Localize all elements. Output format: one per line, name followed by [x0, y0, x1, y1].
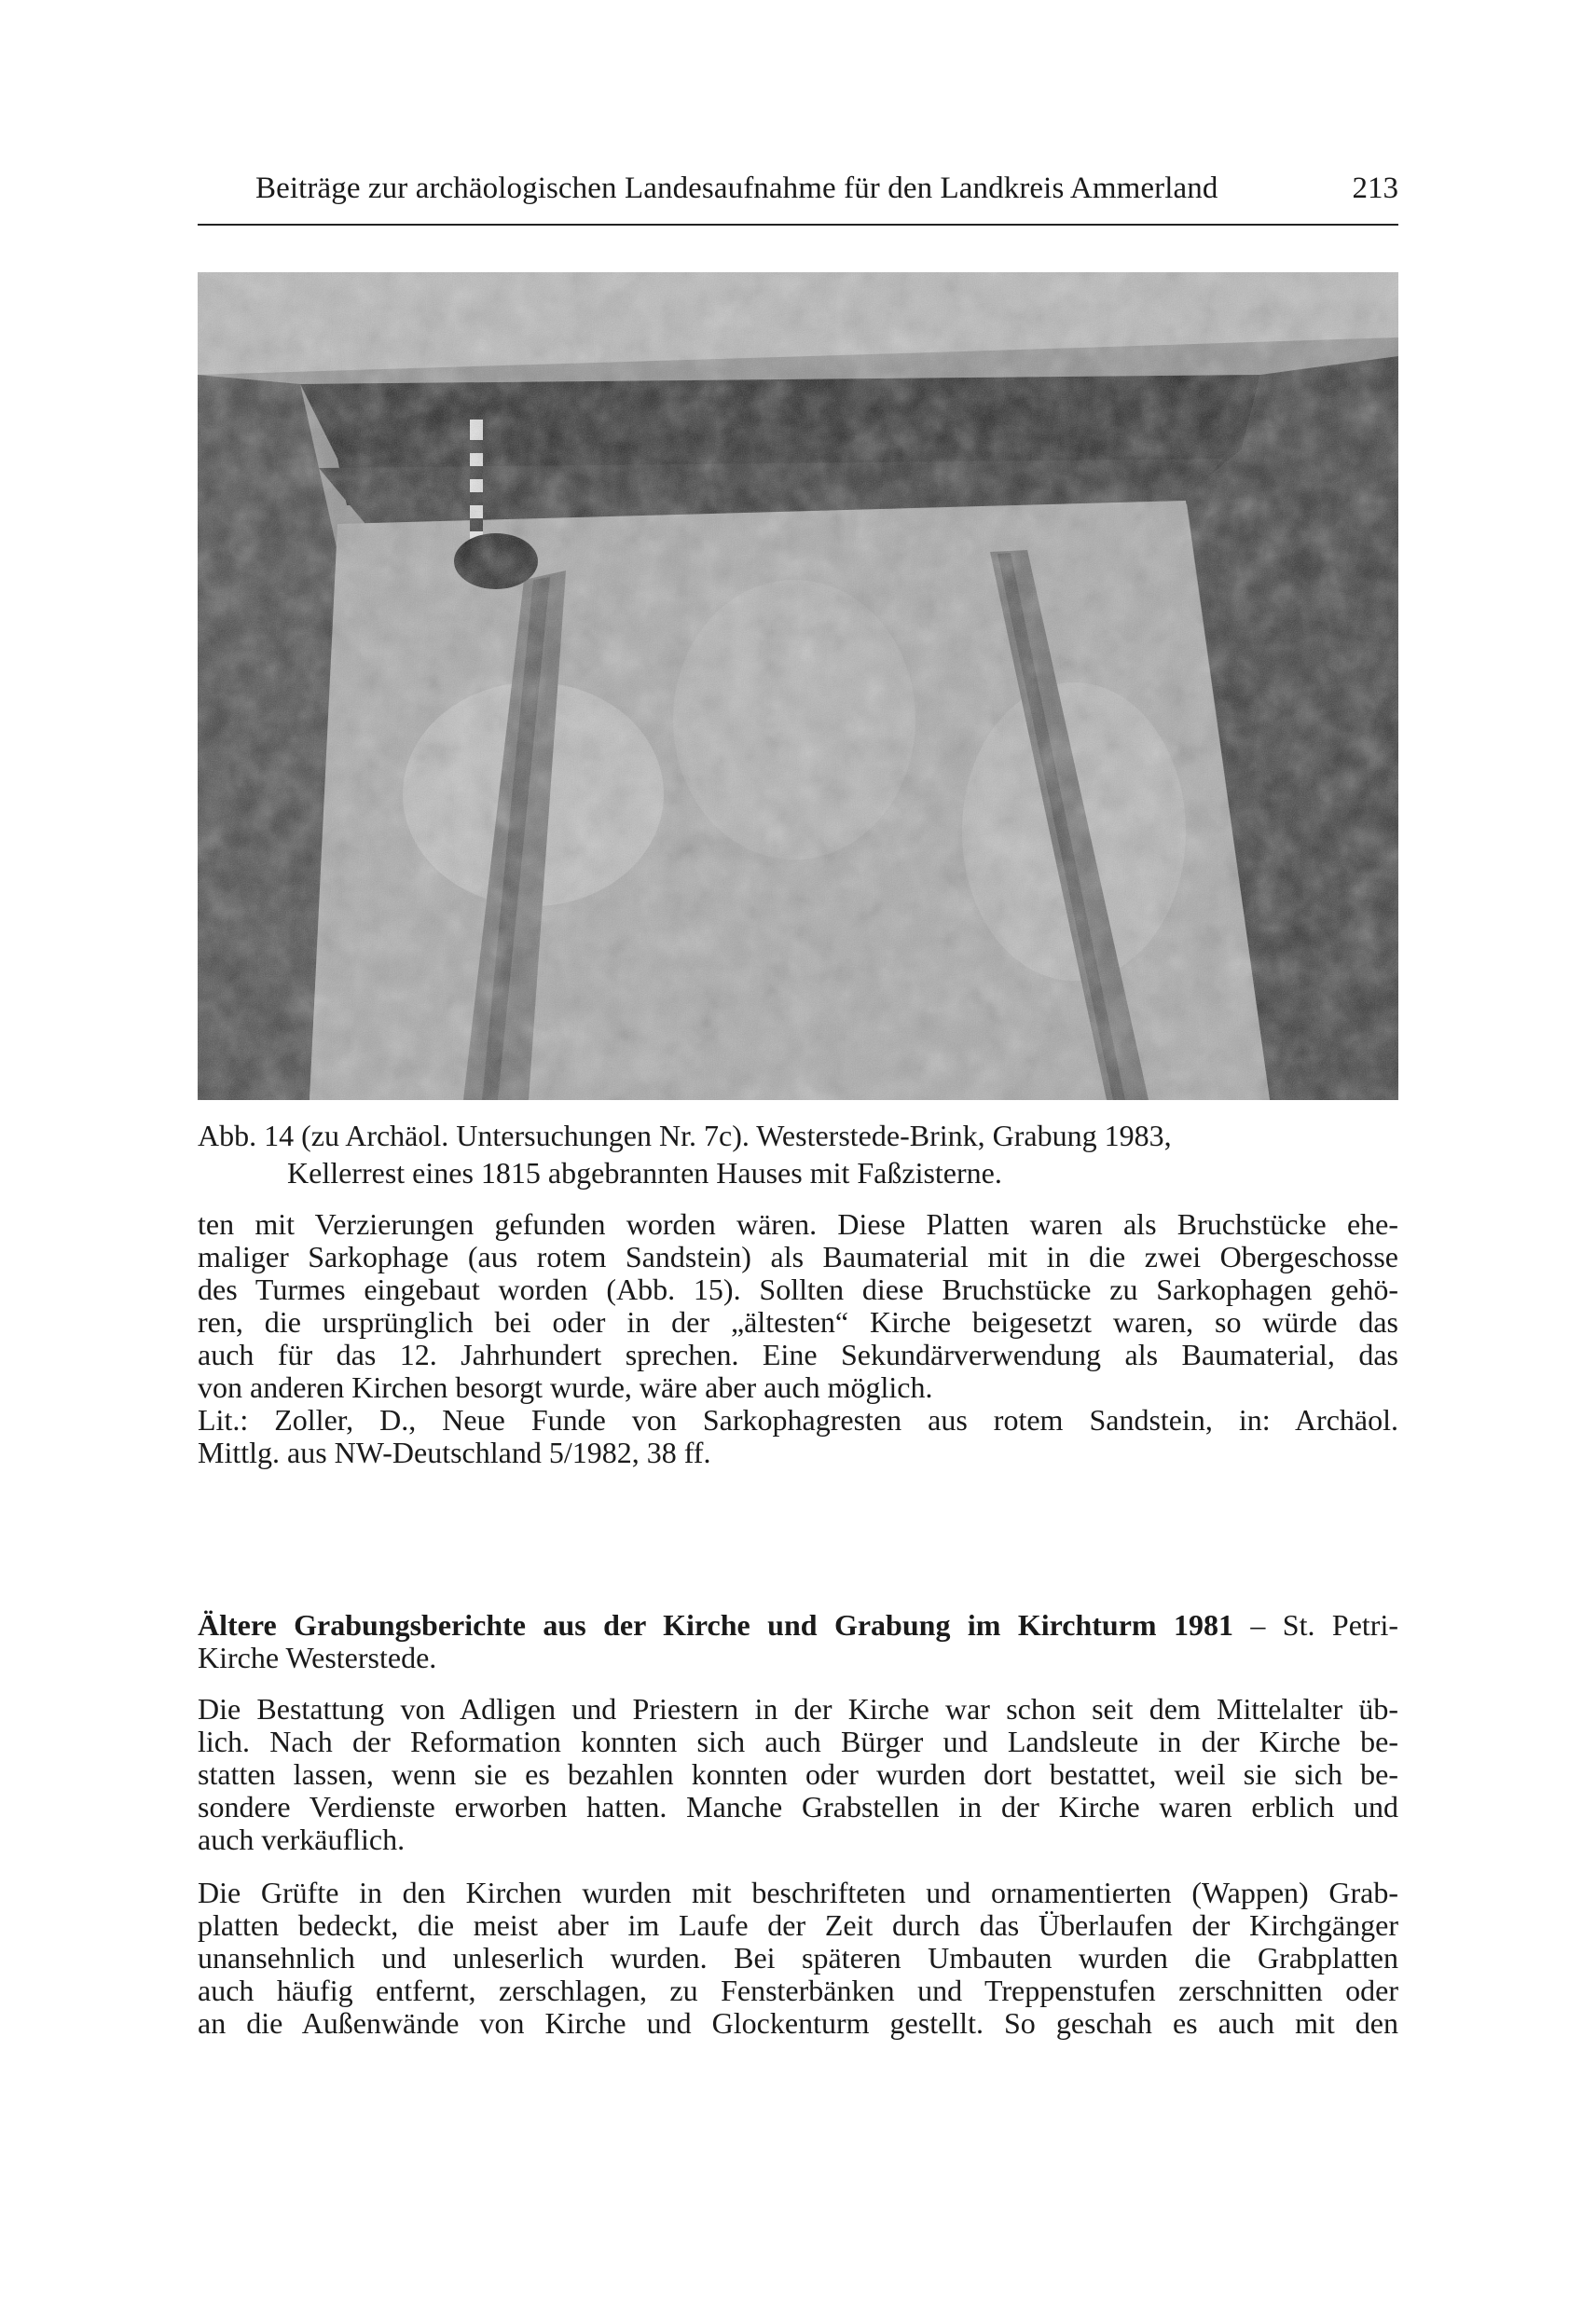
text-line: Die Grüfte in den Kirchen wurden mit beschrifteten und ornamentierten (Wappen) Grab-: [198, 1876, 1398, 1909]
paragraph-2: [198, 1693, 1398, 1856]
page-number: 213: [1352, 172, 1398, 205]
heading-suffix: – St. Petri-: [1232, 1608, 1399, 1642]
text-line: lich. Nach der Reformation konnten sich auch Bürger und Landsleute in der Kirche be-: [198, 1725, 1398, 1758]
text-line: auch verkäuflich.: [198, 1823, 406, 1856]
excavation-photo: [198, 272, 1398, 1100]
text-line: auch für das 12. Jahrhundert sprechen. Eine Sekundärverwendung als Baumaterial, das: [198, 1338, 1398, 1371]
caption-line-1: Abb. 14 (zu Archäol. Untersuchungen Nr. 7c). Westerstede-Brink, Grabung 1983,: [198, 1119, 1172, 1152]
text-line: ren, die ursprünglich bei oder in der „ältesten“ Kirche beigesetzt waren, so würde das: [198, 1305, 1398, 1339]
figure-caption: [198, 1117, 1398, 1191]
caption-line-2: Kellerrest eines 1815 abgebrannten Hauses mit Faßzisterne.: [287, 1156, 1002, 1190]
text-line: sondere Verdienste erworben hatten. Manche Grabstellen in der Kirche waren erblich und: [198, 1790, 1398, 1823]
heading-line-1: [198, 1609, 1398, 1642]
text-line: Lit.: Zoller, D., Neue Funde von Sarkophagresten aus rotem Sandstein, in: Archäol.: [198, 1403, 1398, 1437]
text-line: an die Außenwände von Kirche und Glockenturm gestellt. So geschah es auch mit den: [198, 2006, 1398, 2040]
text-line: ten mit Verzierungen gefunden worden wären. Diese Platten waren als Bruchstücke ehe-: [198, 1207, 1398, 1241]
paragraph-1: [198, 1208, 1398, 1469]
text-line: Die Bestattung von Adligen und Priestern in der Kirche war schon seit dem Mittelalter üb-: [198, 1692, 1398, 1726]
heading-line-2: Kirche Westerstede.: [198, 1641, 437, 1674]
section-heading: [198, 1609, 1398, 1674]
text-line: platten bedeckt, die meist aber im Laufe der Zeit durch das Überlaufen der Kirchgänger: [198, 1908, 1398, 1942]
header-rule: [198, 224, 1398, 226]
text-line: unansehnlich und unleserlich wurden. Bei späteren Umbauten wurden die Grabplatten: [198, 1941, 1398, 1975]
text-line: statten lassen, wenn sie es bezahlen konnten oder wurden dort bestattet, weil sie sich be-: [198, 1757, 1398, 1791]
heading-bold: Ältere Grabungsberichte aus der Kirche und Grabung im Kirchturm 1981: [198, 1608, 1233, 1642]
text-line: auch häufig entfernt, zerschlagen, zu Fensterbänken und Treppenstufen zerschnitten oder: [198, 1974, 1398, 2007]
running-header: [198, 166, 1398, 211]
text-line: maliger Sarkophage (aus rotem Sandstein) als Baumaterial mit in die zwei Obergeschosse: [198, 1240, 1398, 1273]
header-title: Beiträge zur archäologischen Landesaufnahme für den Landkreis Ammerland: [255, 172, 1218, 205]
text-line: des Turmes eingebaut worden (Abb. 15). Sollten diese Bruchstücke zu Sarkophagen gehö-: [198, 1273, 1398, 1306]
paragraph-3: [198, 1877, 1398, 2040]
text-line: von anderen Kirchen besorgt wurde, wäre aber auch möglich.: [198, 1370, 933, 1404]
text-line: Mittlg. aus NW-Deutschland 5/1982, 38 ff.: [198, 1436, 711, 1469]
